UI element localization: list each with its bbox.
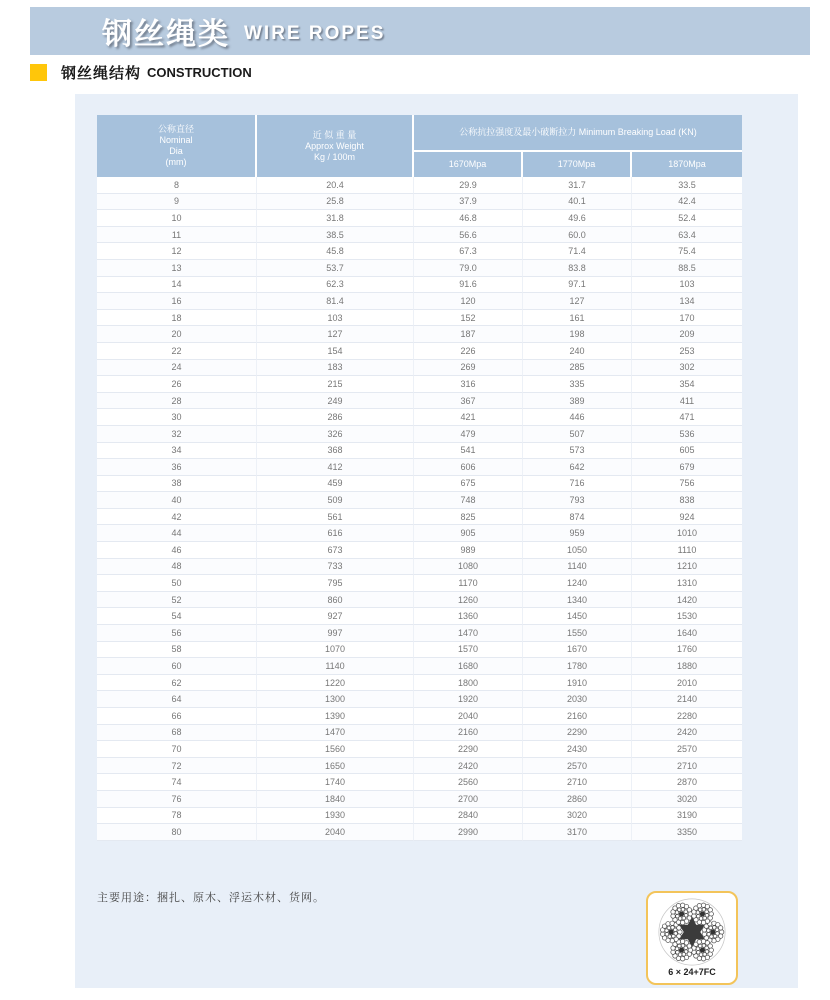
cell-load-1870: 2140 xyxy=(632,691,742,708)
table-row xyxy=(97,608,742,625)
cell-load-1770: 959 xyxy=(523,525,632,542)
cell-load-1870: 3020 xyxy=(632,791,742,808)
cell-load-1770: 2570 xyxy=(523,758,632,775)
cell-load-1770: 83.8 xyxy=(523,260,632,277)
cell-diameter: 18 xyxy=(97,310,257,327)
cell-weight: 509 xyxy=(257,492,414,509)
cell-load-1770: 1240 xyxy=(523,575,632,592)
cell-load-1870: 42.4 xyxy=(632,194,742,211)
cell-load-1770: 446 xyxy=(523,409,632,426)
cell-load-1670: 1570 xyxy=(414,642,523,659)
cell-weight: 795 xyxy=(257,575,414,592)
cell-load-1670: 367 xyxy=(414,393,523,410)
cell-load-1870: 924 xyxy=(632,509,742,526)
table-row xyxy=(97,360,742,377)
cell-load-1670: 29.9 xyxy=(414,177,523,194)
cell-diameter: 11 xyxy=(97,227,257,244)
cell-weight: 25.8 xyxy=(257,194,414,211)
cell-load-1770: 285 xyxy=(523,360,632,377)
cell-weight: 62.3 xyxy=(257,277,414,294)
cell-load-1670: 606 xyxy=(414,459,523,476)
table-row xyxy=(97,194,742,211)
cell-weight: 81.4 xyxy=(257,293,414,310)
table-row xyxy=(97,426,742,443)
cell-weight: 1930 xyxy=(257,808,414,825)
cell-load-1770: 97.1 xyxy=(523,277,632,294)
cell-load-1870: 33.5 xyxy=(632,177,742,194)
cell-load-1670: 2160 xyxy=(414,725,523,742)
table-row xyxy=(97,658,742,675)
cell-load-1670: 37.9 xyxy=(414,194,523,211)
cell-load-1870: 1530 xyxy=(632,608,742,625)
cell-load-1770: 49.6 xyxy=(523,210,632,227)
cell-weight: 1300 xyxy=(257,691,414,708)
cell-load-1670: 675 xyxy=(414,476,523,493)
cell-load-1670: 905 xyxy=(414,525,523,542)
cell-weight: 127 xyxy=(257,326,414,343)
cell-diameter: 16 xyxy=(97,293,257,310)
table-row xyxy=(97,476,742,493)
cell-load-1870: 1210 xyxy=(632,559,742,576)
rope-construction-label: 6 × 24+7FC xyxy=(668,967,716,977)
table-row xyxy=(97,243,742,260)
cell-weight: 1560 xyxy=(257,741,414,758)
cell-load-1770: 198 xyxy=(523,326,632,343)
cell-load-1870: 63.4 xyxy=(632,227,742,244)
table-row xyxy=(97,708,742,725)
table-row xyxy=(97,758,742,775)
cell-load-1770: 240 xyxy=(523,343,632,360)
cell-diameter: 34 xyxy=(97,443,257,460)
cell-weight: 38.5 xyxy=(257,227,414,244)
cell-load-1870: 209 xyxy=(632,326,742,343)
col-header-weight-zh: 近 似 重 量 xyxy=(312,129,357,140)
spec-table-body xyxy=(97,177,742,841)
cell-load-1670: 989 xyxy=(414,542,523,559)
cell-diameter: 70 xyxy=(97,741,257,758)
cell-diameter: 44 xyxy=(97,525,257,542)
cell-load-1670: 541 xyxy=(414,443,523,460)
spec-table-head xyxy=(97,115,742,177)
cell-weight: 286 xyxy=(257,409,414,426)
cell-diameter: 9 xyxy=(97,194,257,211)
table-row xyxy=(97,177,742,194)
col-header-diameter: 公称直径 Nominal Dia (mm) xyxy=(97,115,257,177)
cell-weight: 1840 xyxy=(257,791,414,808)
cell-weight: 215 xyxy=(257,376,414,393)
cell-load-1770: 335 xyxy=(523,376,632,393)
cell-load-1670: 1360 xyxy=(414,608,523,625)
page-banner xyxy=(30,7,810,55)
rope-cross-section xyxy=(646,891,738,985)
banner-title-en: WIRE ROPES xyxy=(244,23,386,44)
cell-weight: 459 xyxy=(257,476,414,493)
cell-load-1770: 1050 xyxy=(523,542,632,559)
table-row xyxy=(97,774,742,791)
cell-load-1670: 1080 xyxy=(414,559,523,576)
cell-load-1670: 120 xyxy=(414,293,523,310)
cell-diameter: 68 xyxy=(97,725,257,742)
cell-load-1670: 1680 xyxy=(414,658,523,675)
table-row xyxy=(97,592,742,609)
cell-load-1870: 411 xyxy=(632,393,742,410)
cell-load-1670: 152 xyxy=(414,310,523,327)
table-row xyxy=(97,459,742,476)
cell-load-1670: 748 xyxy=(414,492,523,509)
cell-diameter: 54 xyxy=(97,608,257,625)
cell-load-1870: 1420 xyxy=(632,592,742,609)
cell-weight: 1220 xyxy=(257,675,414,692)
cell-load-1870: 471 xyxy=(632,409,742,426)
cell-load-1670: 825 xyxy=(414,509,523,526)
cell-weight: 1470 xyxy=(257,725,414,742)
cell-weight: 1390 xyxy=(257,708,414,725)
cell-load-1670: 2420 xyxy=(414,758,523,775)
cell-weight: 673 xyxy=(257,542,414,559)
col-header-grade-1770: 1770Mpa xyxy=(523,152,632,177)
cell-load-1670: 187 xyxy=(414,326,523,343)
cell-load-1870: 354 xyxy=(632,376,742,393)
cell-load-1770: 793 xyxy=(523,492,632,509)
cell-load-1770: 507 xyxy=(523,426,632,443)
yellow-bullet-icon xyxy=(30,64,47,81)
table-row xyxy=(97,525,742,542)
cell-load-1670: 2290 xyxy=(414,741,523,758)
banner-title-zh: 钢丝绳类 xyxy=(102,18,230,51)
cell-weight: 1650 xyxy=(257,758,414,775)
cell-diameter: 24 xyxy=(97,360,257,377)
cell-load-1870: 1110 xyxy=(632,542,742,559)
cell-load-1670: 1800 xyxy=(414,675,523,692)
table-row xyxy=(97,343,742,360)
cell-load-1770: 874 xyxy=(523,509,632,526)
cell-load-1670: 1470 xyxy=(414,625,523,642)
cell-load-1770: 1670 xyxy=(523,642,632,659)
table-panel xyxy=(75,94,798,988)
cell-diameter: 72 xyxy=(97,758,257,775)
table-row xyxy=(97,310,742,327)
cell-diameter: 46 xyxy=(97,542,257,559)
table-row xyxy=(97,559,742,576)
cell-load-1670: 67.3 xyxy=(414,243,523,260)
cell-load-1870: 536 xyxy=(632,426,742,443)
cell-load-1870: 2870 xyxy=(632,774,742,791)
cell-weight: 103 xyxy=(257,310,414,327)
col-header-breaking-load: 公称抗拉强度及最小破断拉力 Minimum Breaking Load (KN) xyxy=(414,115,742,152)
cell-weight: 927 xyxy=(257,608,414,625)
cell-load-1870: 1310 xyxy=(632,575,742,592)
cell-weight: 1740 xyxy=(257,774,414,791)
cell-load-1670: 56.6 xyxy=(414,227,523,244)
cell-weight: 368 xyxy=(257,443,414,460)
cell-weight: 561 xyxy=(257,509,414,526)
cell-load-1770: 161 xyxy=(523,310,632,327)
cell-load-1870: 1640 xyxy=(632,625,742,642)
cell-load-1870: 253 xyxy=(632,343,742,360)
cell-diameter: 56 xyxy=(97,625,257,642)
table-row xyxy=(97,210,742,227)
cell-diameter: 48 xyxy=(97,559,257,576)
cell-load-1770: 2290 xyxy=(523,725,632,742)
cell-load-1770: 3170 xyxy=(523,824,632,841)
cell-load-1770: 71.4 xyxy=(523,243,632,260)
cell-load-1870: 75.4 xyxy=(632,243,742,260)
cell-load-1770: 3020 xyxy=(523,808,632,825)
table-row xyxy=(97,808,742,825)
cell-load-1770: 1340 xyxy=(523,592,632,609)
cell-load-1670: 1260 xyxy=(414,592,523,609)
col-header-diameter-zh: 公称直径 xyxy=(157,124,194,134)
cell-weight: 1070 xyxy=(257,642,414,659)
table-row xyxy=(97,691,742,708)
table-row xyxy=(97,443,742,460)
cell-load-1770: 389 xyxy=(523,393,632,410)
col-header-grade-1870: 1870Mpa xyxy=(632,152,742,177)
table-row xyxy=(97,376,742,393)
cell-load-1670: 2990 xyxy=(414,824,523,841)
table-row xyxy=(97,393,742,410)
cell-diameter: 74 xyxy=(97,774,257,791)
cell-load-1870: 838 xyxy=(632,492,742,509)
cell-diameter: 26 xyxy=(97,376,257,393)
spec-table xyxy=(97,115,742,841)
cell-diameter: 12 xyxy=(97,243,257,260)
cell-diameter: 20 xyxy=(97,326,257,343)
cell-load-1670: 1920 xyxy=(414,691,523,708)
table-row xyxy=(97,625,742,642)
cell-load-1870: 3190 xyxy=(632,808,742,825)
cell-load-1770: 2030 xyxy=(523,691,632,708)
section-header xyxy=(30,61,252,83)
table-row xyxy=(97,409,742,426)
cell-diameter: 14 xyxy=(97,277,257,294)
table-row xyxy=(97,293,742,310)
cell-weight: 183 xyxy=(257,360,414,377)
cell-load-1870: 2010 xyxy=(632,675,742,692)
cell-load-1670: 479 xyxy=(414,426,523,443)
cell-load-1870: 1010 xyxy=(632,525,742,542)
cell-diameter: 36 xyxy=(97,459,257,476)
table-row xyxy=(97,277,742,294)
cell-diameter: 76 xyxy=(97,791,257,808)
cell-load-1670: 46.8 xyxy=(414,210,523,227)
cell-load-1870: 103 xyxy=(632,277,742,294)
cell-weight: 733 xyxy=(257,559,414,576)
cell-diameter: 32 xyxy=(97,426,257,443)
cell-diameter: 42 xyxy=(97,509,257,526)
cell-diameter: 60 xyxy=(97,658,257,675)
cell-load-1770: 1910 xyxy=(523,675,632,692)
cell-load-1770: 40.1 xyxy=(523,194,632,211)
table-row xyxy=(97,824,742,841)
cell-load-1870: 52.4 xyxy=(632,210,742,227)
table-row xyxy=(97,675,742,692)
cell-load-1870: 679 xyxy=(632,459,742,476)
cell-load-1670: 91.6 xyxy=(414,277,523,294)
section-title-zh: 钢丝绳结构 xyxy=(61,64,142,82)
cell-load-1870: 605 xyxy=(632,443,742,460)
cell-load-1870: 1760 xyxy=(632,642,742,659)
cell-load-1770: 1780 xyxy=(523,658,632,675)
cell-load-1670: 2040 xyxy=(414,708,523,725)
cell-load-1670: 226 xyxy=(414,343,523,360)
cell-weight: 616 xyxy=(257,525,414,542)
table-row xyxy=(97,326,742,343)
cell-load-1670: 2840 xyxy=(414,808,523,825)
cell-load-1870: 170 xyxy=(632,310,742,327)
col-header-grade-1670: 1670Mpa xyxy=(414,152,523,177)
cell-load-1870: 756 xyxy=(632,476,742,493)
table-row xyxy=(97,509,742,526)
cell-load-1670: 421 xyxy=(414,409,523,426)
cell-weight: 1140 xyxy=(257,658,414,675)
cell-load-1770: 573 xyxy=(523,443,632,460)
cell-load-1870: 2280 xyxy=(632,708,742,725)
cell-diameter: 62 xyxy=(97,675,257,692)
cell-load-1770: 1450 xyxy=(523,608,632,625)
cell-weight: 20.4 xyxy=(257,177,414,194)
cell-load-1670: 1170 xyxy=(414,575,523,592)
cell-load-1870: 2570 xyxy=(632,741,742,758)
cell-load-1670: 269 xyxy=(414,360,523,377)
cell-load-1670: 2700 xyxy=(414,791,523,808)
table-row xyxy=(97,791,742,808)
cell-diameter: 13 xyxy=(97,260,257,277)
table-row xyxy=(97,741,742,758)
cell-load-1770: 2710 xyxy=(523,774,632,791)
cell-load-1770: 716 xyxy=(523,476,632,493)
table-row xyxy=(97,575,742,592)
cell-diameter: 66 xyxy=(97,708,257,725)
cell-load-1870: 302 xyxy=(632,360,742,377)
usage-note: 主要用途：捆扎、原木、浮运木材、货网。 xyxy=(97,892,325,904)
cell-weight: 249 xyxy=(257,393,414,410)
cell-diameter: 22 xyxy=(97,343,257,360)
cell-diameter: 52 xyxy=(97,592,257,609)
table-row xyxy=(97,260,742,277)
cell-diameter: 28 xyxy=(97,393,257,410)
cell-load-1870: 2420 xyxy=(632,725,742,742)
cell-diameter: 80 xyxy=(97,824,257,841)
cell-diameter: 78 xyxy=(97,808,257,825)
cell-load-1670: 316 xyxy=(414,376,523,393)
cell-load-1770: 1550 xyxy=(523,625,632,642)
table-row xyxy=(97,642,742,659)
cell-load-1870: 134 xyxy=(632,293,742,310)
cell-load-1770: 1140 xyxy=(523,559,632,576)
cell-diameter: 10 xyxy=(97,210,257,227)
table-row xyxy=(97,227,742,244)
rope-cross-section-icon xyxy=(656,896,728,968)
cell-diameter: 58 xyxy=(97,642,257,659)
cell-load-1770: 31.7 xyxy=(523,177,632,194)
cell-weight: 31.8 xyxy=(257,210,414,227)
table-row xyxy=(97,492,742,509)
cell-weight: 45.8 xyxy=(257,243,414,260)
cell-weight: 326 xyxy=(257,426,414,443)
cell-load-1770: 2860 xyxy=(523,791,632,808)
cell-load-1870: 1880 xyxy=(632,658,742,675)
cell-weight: 53.7 xyxy=(257,260,414,277)
cell-weight: 154 xyxy=(257,343,414,360)
cell-weight: 412 xyxy=(257,459,414,476)
cell-load-1870: 3350 xyxy=(632,824,742,841)
table-row xyxy=(97,542,742,559)
cell-load-1770: 60.0 xyxy=(523,227,632,244)
cell-load-1670: 79.0 xyxy=(414,260,523,277)
cell-diameter: 50 xyxy=(97,575,257,592)
cell-diameter: 64 xyxy=(97,691,257,708)
cell-weight: 2040 xyxy=(257,824,414,841)
cell-load-1870: 88.5 xyxy=(632,260,742,277)
cell-weight: 860 xyxy=(257,592,414,609)
cell-weight: 997 xyxy=(257,625,414,642)
col-header-weight: 近 似 重 量 Approx Weight Kg / 100m xyxy=(257,115,414,177)
cell-load-1770: 127 xyxy=(523,293,632,310)
cell-load-1770: 2430 xyxy=(523,741,632,758)
cell-load-1770: 2160 xyxy=(523,708,632,725)
cell-load-1870: 2710 xyxy=(632,758,742,775)
cell-diameter: 38 xyxy=(97,476,257,493)
section-title-en: CONSTRUCTION xyxy=(147,64,252,80)
cell-diameter: 8 xyxy=(97,177,257,194)
cell-load-1670: 2560 xyxy=(414,774,523,791)
cell-diameter: 40 xyxy=(97,492,257,509)
cell-diameter: 30 xyxy=(97,409,257,426)
table-row xyxy=(97,725,742,742)
cell-load-1770: 642 xyxy=(523,459,632,476)
